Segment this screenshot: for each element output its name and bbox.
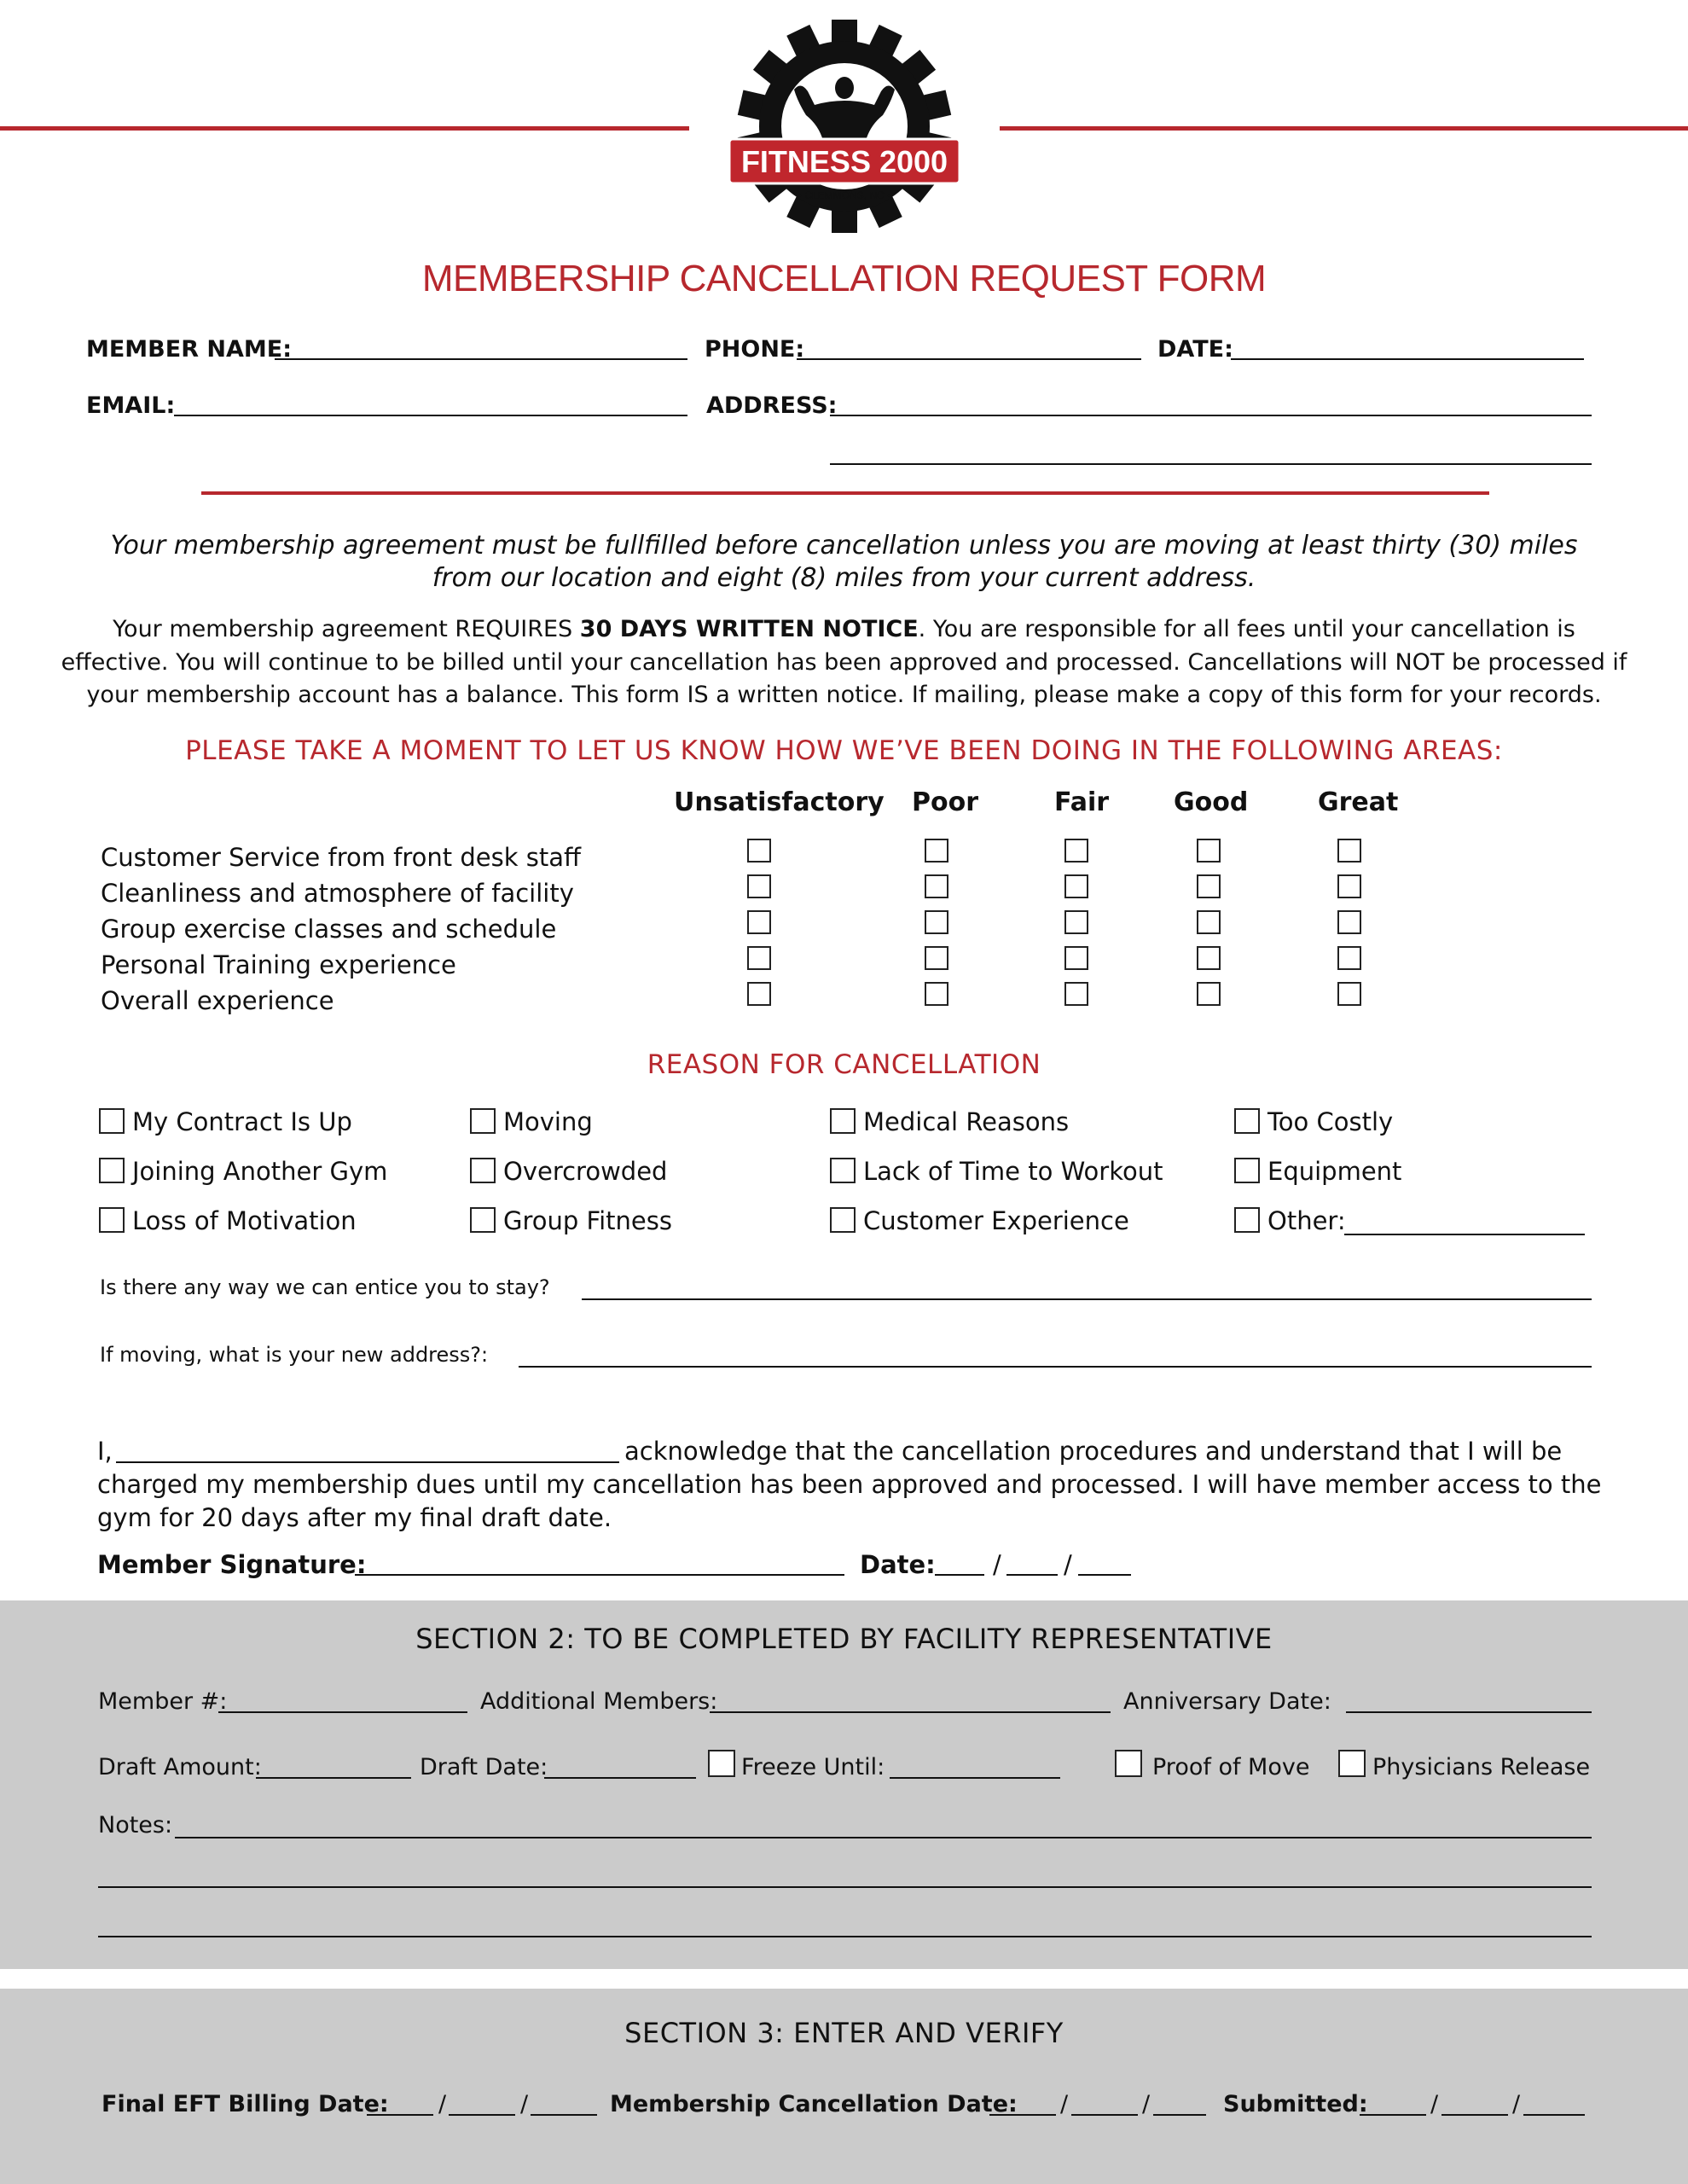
reason-label-equipment: Equipment <box>1267 1157 1402 1186</box>
member-number-field[interactable] <box>218 1711 467 1713</box>
acknowledge-prefix: I, <box>97 1437 113 1466</box>
rating-checkbox-great[interactable] <box>1337 946 1361 970</box>
rating-checkbox-fair[interactable] <box>1064 874 1088 898</box>
section-2-title: SECTION 2: TO BE COMPLETED BY FACILITY REPRESENTATIVE <box>415 1623 1273 1655</box>
rating-checkbox-unsatisfactory[interactable] <box>747 982 771 1006</box>
cancel-date-label: Membership Cancellation Date: <box>610 2091 1018 2117</box>
submitted-month[interactable] <box>1360 2114 1426 2116</box>
freeze-checkbox[interactable] <box>708 1750 735 1777</box>
logo-location-text: • CLEMMONS, NC • <box>798 189 891 201</box>
address-field-1[interactable] <box>830 415 1592 416</box>
reason-checkbox-overcrowded[interactable] <box>470 1158 496 1183</box>
ack-date-month[interactable] <box>935 1574 984 1576</box>
proof-of-move-label: Proof of Move <box>1152 1754 1310 1780</box>
other-reason-field[interactable] <box>1344 1234 1585 1235</box>
anniversary-date-field[interactable] <box>1346 1711 1592 1713</box>
reason-label-other: Other: <box>1267 1206 1346 1235</box>
rating-checkbox-good[interactable] <box>1197 874 1221 898</box>
cancel-date-month[interactable] <box>989 2114 1056 2116</box>
notes-field-3[interactable] <box>98 1936 1592 1937</box>
final-eft-month[interactable] <box>367 2114 433 2116</box>
rating-checkbox-great[interactable] <box>1337 982 1361 1006</box>
reason-label-lack-of-time-to-workout: Lack of Time to Workout <box>863 1157 1163 1186</box>
ack-date-year[interactable] <box>1078 1574 1131 1576</box>
date-field[interactable] <box>1231 358 1584 360</box>
notice-p1-a: Your membership agreement REQUIRES <box>113 616 580 642</box>
final-eft-day[interactable] <box>449 2114 515 2116</box>
address-field-2[interactable] <box>830 463 1592 465</box>
rating-checkbox-poor[interactable] <box>925 982 948 1006</box>
notice-italic-line-2: from our location and eight (8) miles from your current address. <box>432 563 1256 593</box>
rating-checkbox-unsatisfactory[interactable] <box>747 946 771 970</box>
email-label: EMAIL: <box>86 392 176 419</box>
reason-label-group-fitness: Group Fitness <box>503 1206 672 1235</box>
final-eft-label: Final EFT Billing Date: <box>102 2091 389 2117</box>
cancel-date-year[interactable] <box>1153 2114 1206 2116</box>
rating-checkbox-fair[interactable] <box>1064 839 1088 863</box>
col-unsatisfactory: Unsatisfactory <box>674 787 885 817</box>
acknowledge-line-3: gym for 20 days after my final draft date. <box>97 1503 612 1532</box>
survey-heading: PLEASE TAKE A MOMENT TO LET US KNOW HOW WE’VE BEEN DOING IN THE FOLLOWING AREAS: <box>185 735 1503 766</box>
reason-label-customer-experience: Customer Experience <box>863 1206 1129 1235</box>
reason-heading: REASON FOR CANCELLATION <box>647 1049 1041 1080</box>
col-great: Great <box>1318 787 1399 817</box>
rating-checkbox-unsatisfactory[interactable] <box>747 839 771 863</box>
notice-paragraph-line-3: your membership account has a balance. This form IS a written notice. If mailing, please make a copy of this form for your records. <box>86 682 1602 708</box>
submitted-year[interactable] <box>1523 2114 1585 2116</box>
logo-brand-text: FITNESS 2000 <box>740 144 948 179</box>
notice-paragraph-line-1 <box>0 616 1688 642</box>
physicians-release-checkbox[interactable] <box>1338 1750 1366 1777</box>
survey-row-label: Group exercise classes and schedule <box>101 915 557 944</box>
new-address-field[interactable] <box>519 1366 1592 1368</box>
reason-label-my-contract-is-up: My Contract Is Up <box>132 1107 352 1136</box>
submitted-day[interactable] <box>1441 2114 1508 2116</box>
col-poor: Poor <box>912 787 979 817</box>
ack-date-label: Date: <box>860 1550 936 1579</box>
draft-date-label: Draft Date: <box>420 1754 548 1780</box>
member-number-label: Member #: <box>98 1688 228 1715</box>
rating-checkbox-great[interactable] <box>1337 910 1361 934</box>
notice-paragraph-line-2: effective. You will continue to be billed until your cancellation has been approved and processed. Cancellations will NOT be processed if <box>61 649 1627 676</box>
survey-row-label: Personal Training experience <box>101 950 456 979</box>
fitness-2000-logo <box>729 13 960 239</box>
notice-p1-c: . You are responsible for all fees until your cancellation is <box>918 616 1575 642</box>
anniversary-date-label: Anniversary Date: <box>1123 1688 1331 1715</box>
entice-question: Is there any way we can entice you to stay? <box>100 1275 550 1299</box>
final-eft-year[interactable] <box>531 2114 597 2116</box>
draft-date-field[interactable] <box>544 1777 696 1779</box>
notes-field-1[interactable] <box>175 1837 1592 1838</box>
final-eft-sep-1: / <box>438 2091 447 2117</box>
new-address-question: If moving, what is your new address?: <box>100 1343 489 1367</box>
reason-label-too-costly: Too Costly <box>1267 1107 1394 1136</box>
notice-p1-b: 30 DAYS WRITTEN NOTICE <box>579 616 919 642</box>
final-eft-sep-2: / <box>520 2091 529 2117</box>
acknowledge-line-1: acknowledge that the cancellation procedures and understand that I will be <box>624 1437 1563 1466</box>
header-rule-left <box>0 126 689 131</box>
additional-members-field[interactable] <box>710 1711 1111 1713</box>
physicians-release-label: Physicians Release <box>1372 1754 1591 1780</box>
notes-label: Notes: <box>98 1812 173 1838</box>
ack-date-sep-1: / <box>993 1550 1001 1579</box>
rating-checkbox-good[interactable] <box>1197 910 1221 934</box>
submitted-label: Submitted: <box>1223 2091 1368 2117</box>
reason-checkbox-medical-reasons[interactable] <box>830 1108 856 1134</box>
rating-checkbox-fair[interactable] <box>1064 910 1088 934</box>
reason-checkbox-other[interactable] <box>1234 1207 1260 1233</box>
reason-checkbox-equipment[interactable] <box>1234 1158 1260 1183</box>
rating-checkbox-fair[interactable] <box>1064 982 1088 1006</box>
rating-checkbox-good[interactable] <box>1197 839 1221 863</box>
ack-date-day[interactable] <box>1006 1574 1058 1576</box>
reason-checkbox-joining-another-gym[interactable] <box>99 1158 125 1183</box>
proof-of-move-checkbox[interactable] <box>1115 1750 1142 1777</box>
draft-amount-field[interactable] <box>256 1777 411 1779</box>
cancel-date-day[interactable] <box>1071 2114 1138 2116</box>
additional-members-label: Additional Members: <box>480 1688 718 1715</box>
member-name-label: MEMBER NAME: <box>86 336 292 363</box>
acknowledge-name-field[interactable] <box>116 1461 619 1463</box>
rating-checkbox-poor[interactable] <box>925 839 948 863</box>
reason-checkbox-loss-of-motivation[interactable] <box>99 1207 125 1233</box>
submitted-sep-1: / <box>1430 2091 1439 2117</box>
reason-label-moving: Moving <box>503 1107 593 1136</box>
reason-checkbox-moving[interactable] <box>470 1108 496 1134</box>
rating-checkbox-poor[interactable] <box>925 910 948 934</box>
form-title: MEMBERSHIP CANCELLATION REQUEST FORM <box>421 258 1267 299</box>
ack-date-sep-2: / <box>1064 1550 1072 1579</box>
signature-label: Member Signature: <box>97 1550 367 1579</box>
member-name-field[interactable] <box>275 358 687 360</box>
entice-field[interactable] <box>582 1298 1592 1300</box>
survey-row-label: Cleanliness and atmosphere of facility <box>101 879 574 908</box>
date-label: DATE: <box>1157 336 1233 363</box>
rating-checkbox-great[interactable] <box>1337 839 1361 863</box>
freeze-field[interactable] <box>890 1777 1060 1779</box>
rating-checkbox-unsatisfactory[interactable] <box>747 910 771 934</box>
rating-checkbox-poor[interactable] <box>925 946 948 970</box>
phone-label: PHONE: <box>705 336 805 363</box>
reason-checkbox-group-fitness[interactable] <box>470 1207 496 1233</box>
rating-checkbox-unsatisfactory[interactable] <box>747 874 771 898</box>
reason-checkbox-customer-experience[interactable] <box>830 1207 856 1233</box>
survey-row-label: Customer Service from front desk staff <box>101 843 581 872</box>
rating-checkbox-fair[interactable] <box>1064 946 1088 970</box>
reason-checkbox-too-costly[interactable] <box>1234 1108 1260 1134</box>
col-good: Good <box>1174 787 1249 817</box>
rating-checkbox-good[interactable] <box>1197 946 1221 970</box>
rating-checkbox-great[interactable] <box>1337 874 1361 898</box>
reason-label-joining-another-gym: Joining Another Gym <box>132 1157 388 1186</box>
reason-label-overcrowded: Overcrowded <box>503 1157 668 1186</box>
email-field[interactable] <box>174 415 687 416</box>
divider-rule <box>201 491 1489 495</box>
submitted-sep-2: / <box>1512 2091 1521 2117</box>
header-rule-right <box>1000 126 1688 131</box>
reason-label-loss-of-motivation: Loss of Motivation <box>132 1206 357 1235</box>
col-fair: Fair <box>1054 787 1110 817</box>
rating-checkbox-poor[interactable] <box>925 874 948 898</box>
signature-field[interactable] <box>355 1574 844 1576</box>
cancel-date-sep-1: / <box>1060 2091 1069 2117</box>
reason-checkbox-lack-of-time-to-workout[interactable] <box>830 1158 856 1183</box>
draft-amount-label: Draft Amount: <box>98 1754 262 1780</box>
survey-row-label: Overall experience <box>101 986 334 1015</box>
section-2-panel <box>0 1600 1688 1969</box>
freeze-label: Freeze Until: <box>741 1754 885 1780</box>
cancel-date-sep-2: / <box>1142 2091 1151 2117</box>
phone-field[interactable] <box>797 358 1141 360</box>
reason-checkbox-my-contract-is-up[interactable] <box>99 1108 125 1134</box>
address-label: ADDRESS: <box>706 392 838 419</box>
section-3-title: SECTION 3: ENTER AND VERIFY <box>624 2017 1064 2049</box>
notes-field-2[interactable] <box>98 1886 1592 1888</box>
rating-checkbox-good[interactable] <box>1197 982 1221 1006</box>
notice-italic-line-1: Your membership agreement must be fullfilled before cancellation unless you are moving at least thirty (30) miles <box>110 531 1578 561</box>
acknowledge-line-2: charged my membership dues until my cancellation has been approved and processed. I will have member access to the <box>97 1470 1602 1499</box>
reason-label-medical-reasons: Medical Reasons <box>863 1107 1070 1136</box>
